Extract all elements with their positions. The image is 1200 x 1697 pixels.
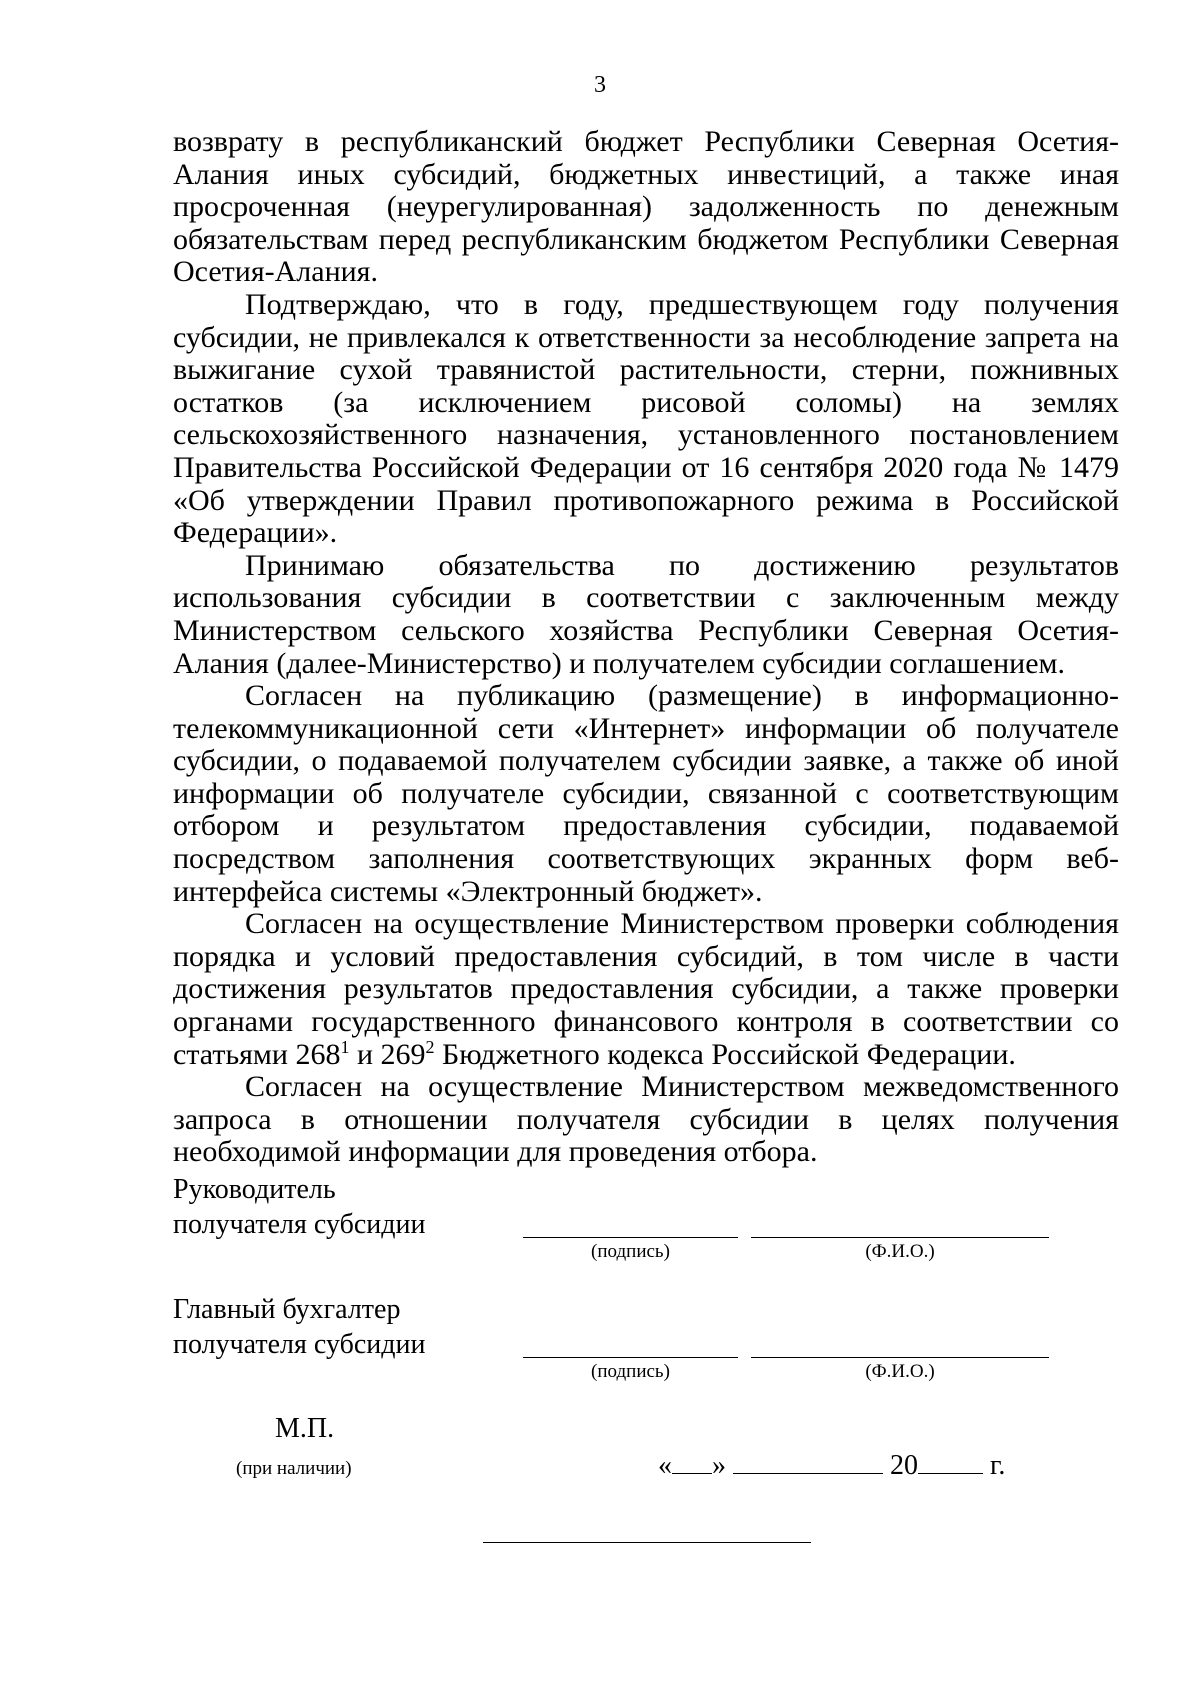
head-label-line-2: получателя субсидии (173, 1209, 426, 1240)
paragraph-inspection-text: Согласен на осуществление Министерством проверки соблюдения порядка и условий предоставления субсидий, в том числе в части достижения результатов предоставления субсидии, а также проверки органами государственного финансового контроля в соответствии со статьями 268 (173, 907, 1119, 1071)
stamp-label: М.П. (275, 1413, 335, 1444)
head-signature-field[interactable] (523, 1237, 738, 1238)
accountant-name-field[interactable] (751, 1357, 1049, 1358)
accountant-label-line-2: получателя субсидии (173, 1329, 426, 1360)
superscript-1: 1 (340, 1036, 350, 1057)
paragraph-burning-ban: Подтверждаю, что в году, предшествующем году получения субсидии, не привлекался к ответственности за несоблюдение запрета на выжигание сухой травянистой растительности, стерни, пожнивных остатков (за исключением рисовой соломы) на землях сельскохозяйственного назначения, установленного постановлением Правительства Российской Федерации от 16 сентября 2020 года № 1479 «Об утверждении Правил противопожарного режима в Российской Федерации». (173, 287, 1119, 550)
head-name-caption: (Ф.И.О.) (865, 1241, 935, 1262)
head-label-line-1: Руководитель (173, 1174, 336, 1205)
paragraph-interagency-request: Согласен на осуществление Министерством межведомственного запроса в отношении получателя субсидии в целях получения необходимой информации для проведения отбора. (173, 1070, 1119, 1169)
head-name-field[interactable] (751, 1237, 1049, 1238)
date-close-quote: » (712, 1450, 726, 1481)
date-year-prefix: 20 (890, 1450, 918, 1481)
date-open-quote: « (658, 1450, 672, 1481)
superscript-2: 2 (425, 1036, 435, 1057)
paragraph-debt-return: возврату в республиканский бюджет Республики Северная Осетия-Алания иных субсидий, бюджетных инвестиций, а также иная просроченная (неурегулированная) задолженность по денежным обязательствам перед республиканским бюджетом Республики Северная Осетия-Алания. (173, 125, 1119, 289)
stamp-note: (при наличии) (236, 1458, 352, 1479)
date-year-field[interactable] (918, 1451, 983, 1474)
date-day-field[interactable] (672, 1451, 712, 1474)
paragraph-publication-consent: Согласен на публикацию (размещение) в информационно-телекоммуникационной сети «Интернет» информации об получателе субсидии, о подаваемой получателем субсидии заявке, а также об иной информации об получателе субсидии, связанной с соответствующим отбором и результатом предоставления субсидии, подаваемой посредством заполнения соответствующих экранных форм веб-интерфейса системы «Электронный бюджет». (173, 679, 1119, 908)
page-number: 3 (594, 72, 606, 98)
document-body (173, 126, 1119, 1169)
date-month-field[interactable] (733, 1451, 883, 1474)
closing-separator-line (483, 1542, 811, 1543)
date-line (658, 1450, 1005, 1482)
accountant-signature-field[interactable] (523, 1357, 738, 1358)
accountant-signature-caption: (подпись) (591, 1361, 670, 1382)
date-year-suffix: г. (990, 1450, 1006, 1481)
head-signature-caption: (подпись) (591, 1241, 670, 1262)
paragraph-inspection-text-2: и 269 (349, 1037, 426, 1071)
accountant-name-caption: (Ф.И.О.) (865, 1361, 935, 1382)
paragraph-obligations: Принимаю обязательства по достижению результатов использования субсидии в соответствии с заключенным между Министерством сельского хозяйства Республики Северная Осетия-Алания (далее-Министерство) и получателем субсидии соглашением. (173, 548, 1119, 680)
paragraph-inspection-consent (173, 908, 1119, 1071)
paragraph-inspection-text-3: Бюджетного кодекса Российской Федерации. (434, 1037, 1016, 1071)
accountant-label-line-1: Главный бухгалтер (173, 1294, 401, 1325)
